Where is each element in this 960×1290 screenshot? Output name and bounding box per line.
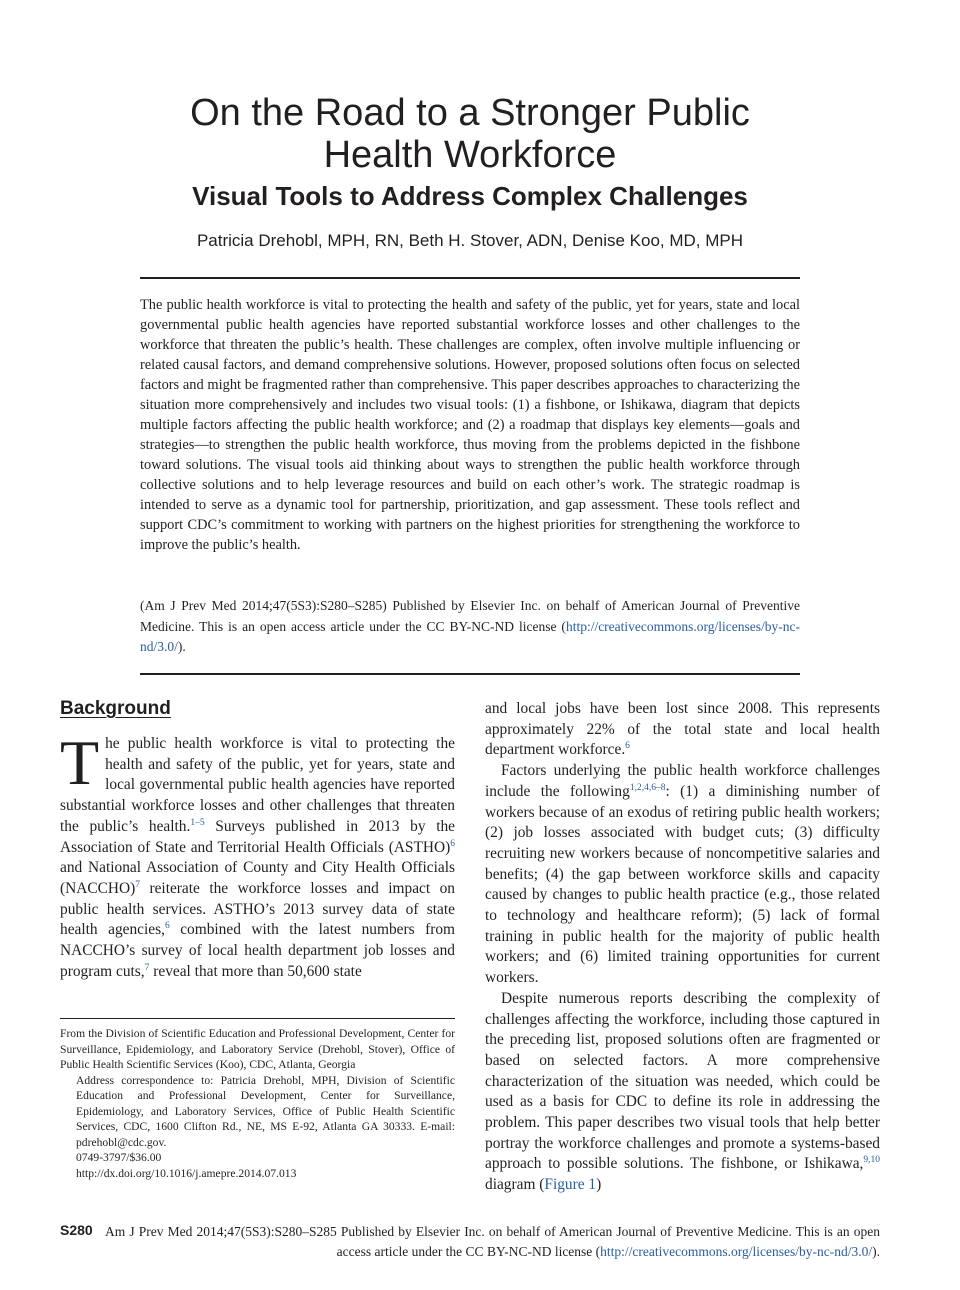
drop-cap: T (60, 727, 100, 798)
correspondence-note: Address correspondence to: Patricia Drehobl, MPH, Division of Scientific Education and Professional Development, Center for Surveillance, Epidemiology, and Laboratory Services, Office of Public Health Scientific Services, CDC, 1600 Clifton Rd., NE, MS E-92, Atlanta GA 30333. E-mail: pdrehobl@cdc.gov. (76, 1073, 455, 1149)
body-paragraph-1 (485, 699, 880, 761)
reference-link[interactable]: 1–5 (190, 817, 205, 828)
title-line-1: On the Road to a Stronger Public (190, 92, 750, 134)
body-text: and National Association of County and City Health Officials (NACCHO) (60, 859, 455, 897)
reference-link[interactable]: 6 (164, 921, 170, 932)
footnote-rule (60, 1018, 455, 1019)
section-heading-background: Background (60, 698, 171, 719)
page-footer (105, 1222, 880, 1261)
abstract-top-rule (140, 277, 800, 279)
body-text: Surveys published in 2013 by the Association of State and Territorial Health Officials (ASTHO) (60, 817, 455, 856)
article-subtitle: Visual Tools to Address Complex Challenges (192, 181, 748, 211)
abstract-citation (140, 596, 800, 658)
body-text: reveal that more than 50,600 state (149, 962, 362, 980)
footer-suffix: ). (872, 1243, 880, 1259)
page-number: S280 (60, 1222, 93, 1238)
left-column (60, 696, 455, 982)
right-column (485, 699, 880, 1196)
background-paragraph (60, 727, 456, 982)
citation-prefix: (Am J Prev Med 2014;47(5S3):S280–S285) Published by Elsevier Inc. on behalf of American Journal of Preventive Medicine. This is an open access article under the CC BY-NC-ND license ( (140, 598, 800, 634)
body-text: : (1) a diminishing number of workers because of an exodus of retiring public health workers; (2) job losses associated with budget cuts; (3) difficulty recruiting new workers because of noncompetitive salaries and benefits; (4) the gap between workforce skills and capacity caused by changes to public health practice (e.g., those related to technology and healthcare reform); (5) lack of formal training in public health for the majority of public health workers; and (6) limited training opportunities for current workers. (485, 782, 880, 987)
title-line-2: Health Workforce (323, 134, 617, 176)
abstract-bottom-rule (140, 673, 800, 675)
affiliation-note: From the Division of Scientific Education and Professional Development, Center for Surveillance, Epidemiology, and Laboratory Service (Drehobl, Stover), Office of Public Health Scientific Services (Koo), CDC, Atlanta, Georgia (60, 1027, 455, 1071)
body-text: diagram ( (485, 1176, 545, 1194)
reference-link[interactable]: 1,2,4,6–8 (629, 782, 666, 793)
reference-link[interactable]: 6 (625, 741, 630, 752)
article-title (80, 92, 860, 176)
body-text: ) (596, 1176, 602, 1194)
reference-link[interactable]: 7 (135, 879, 140, 890)
doi-note: http://dx.doi.org/10.1016/j.amepre.2014.07.013 (76, 1166, 297, 1180)
footer-license-link[interactable]: http://creativecommons.org/licenses/by-nc-nd/3.0/ (600, 1243, 873, 1259)
body-text: Despite numerous reports describing the complexity of challenges affecting the workforce, including those captured in the preceding list, proposed solutions often are fragmented or based on selected factors. A more comprehensive characterization of the situation was needed, which could be used as a basis for CDC to define its role in addressing the problem. This paper describes two visual tools that help better portray the workforce challenges and promote a systems-based approach to possible solutions. The fishbone, or Ishikawa, (485, 989, 880, 1173)
citation-suffix: ). (177, 639, 186, 654)
figure-link[interactable]: Figure 1 (544, 1176, 597, 1194)
license-link[interactable]: http://creativecommons.org/licenses/by-nc-nd/3.0/ (140, 618, 800, 654)
body-text: Factors underlying the public health workforce challenges include the following (485, 762, 880, 800)
body-text: and local jobs have been lost since 2008. This represents approximately 22% of the total state and local health department workforce. (485, 700, 880, 759)
footer-text: Am J Prev Med 2014;47(5S3):S280–S285 Published by Elsevier Inc. on behalf of American Journal of Preventive Medicine. This is an open access article under the CC BY-NC-ND license ( (105, 1224, 880, 1259)
footnotes (60, 1026, 455, 1181)
body-text: combined with the latest numbers from NACCHO’s survey of local health department job losses and program cuts, (60, 921, 456, 980)
issn-note: 0749-3797/$36.00 (76, 1151, 162, 1164)
abstract-text: The public health workforce is vital to protecting the health and safety of the public, yet for years, state and local governmental public health agencies have reported substantial workforce losses and other challenges to the workforce that threaten the public’s health. These challenges are complex, often involve multiple influencing or related causal factors, and demand comprehensive solutions. However, proposed solutions often focus on selected factors and might be fragmented rather than comprehensive. This paper describes approaches to characterizing the situation more comprehensively and includes two visual tools: (1) a fishbone, or Ishikawa, diagram that depicts multiple factors affecting the public health workforce; and (2) a roadmap that displays key elements—goals and strategies—to strengthen the public health workforce, thus moving from the problems depicted in the fishbone toward solutions. The visual tools aid thinking about ways to strengthen the public health workforce through collective solutions and to help leverage resources and build on each other’s work. The strategic roadmap is intended to serve as a dynamic tool for partnership, prioritization, and gap assessment. These tools reflect and support CDC’s commitment to working with partners on the highest priorities for strengthening the workforce to improve the public’s health. (140, 297, 800, 553)
body-text: he public health workforce is vital to protecting the health and safety of the public, yet for years, state and local governmental public health agencies have reported substantial workforce losses and other challenges that threaten the public’s health. (60, 735, 455, 835)
author-list: Patricia Drehobl, MPH, RN, Beth H. Stover, ADN, Denise Koo, MD, MPH (196, 231, 744, 250)
body-paragraph-3 (485, 989, 880, 1196)
reference-link[interactable]: 6 (450, 838, 455, 849)
reference-link[interactable]: 7 (144, 962, 150, 973)
reference-link[interactable]: 9,10 (863, 1155, 880, 1166)
body-paragraph-2 (485, 761, 880, 989)
body-text: reiterate the workforce losses and impact on public health services. ASTHO’s 2013 survey data of state health agencies, (60, 879, 455, 939)
